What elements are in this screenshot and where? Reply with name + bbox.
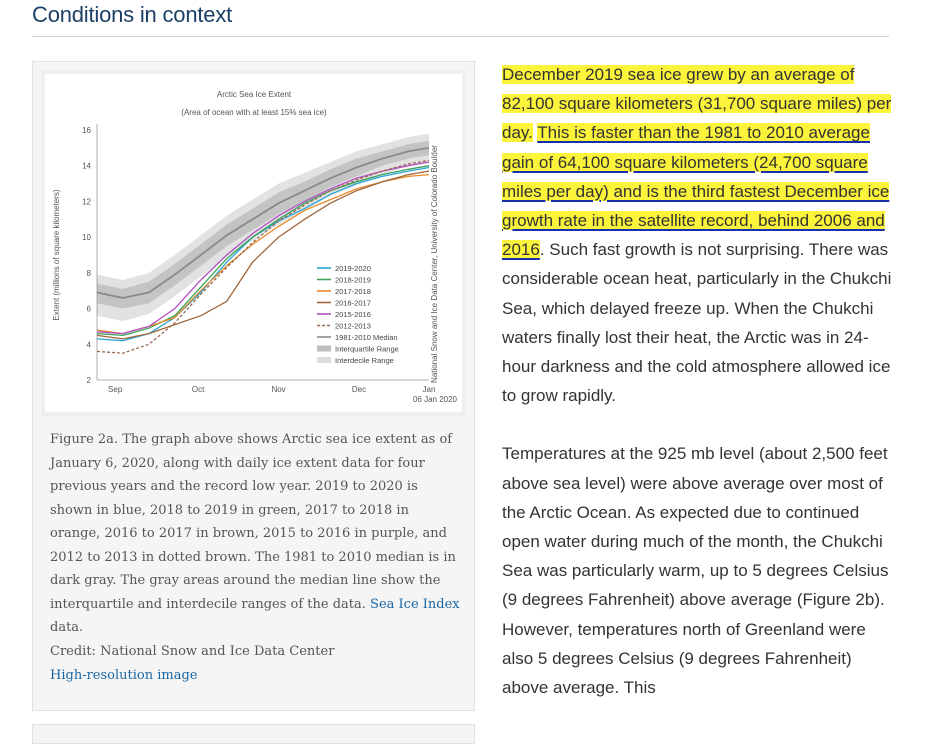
y-tick-label: 10 [82, 233, 91, 243]
x-tick-label: Sep [108, 385, 123, 394]
figure-card [32, 61, 475, 711]
legend-label: 2016-2017 [335, 298, 371, 308]
legend-label: 2019-2020 [335, 264, 371, 273]
sea-ice-extent-chart [45, 74, 462, 412]
paragraph-1 [502, 60, 894, 410]
legend-label: Interdecile Range [335, 356, 394, 365]
chart-title: Arctic Sea Ice Extent [216, 90, 292, 99]
chart-frame [41, 70, 466, 416]
watermark-text: National Snow and Ice Data Center, University of Colorado Boulder [430, 145, 439, 383]
y-tick-label: 14 [82, 161, 91, 171]
legend-label: 2012-2013 [335, 321, 371, 331]
y-tick-label: 4 [86, 340, 91, 350]
y-tick-label: 2 [86, 376, 91, 385]
legend-swatch [317, 357, 331, 363]
paragraph-2: Temperatures at the 925 mb level (about 2,500 feet above sea level) were above average over most of the Arctic Ocean. As expected due to continued open water during much of the month, the Chukchi Sea was particularly warm, up to 5 degrees Celsius (9 degrees Fahrenheit) above average (Figure 2b). However, temperatures north of Greenland were also 5 degrees Celsius (9 degrees Fahrenheit) above average. This [502, 444, 889, 698]
highlighted-sentence-2: This is faster than the 1981 to 2010 average gain of 64,100 square kilometers (24,700 square miles per day) and is the third fastest December ice growth rate in the satellite record, behind 2006 and 2016 [502, 123, 890, 260]
legend-label: 2015-2016 [335, 310, 371, 319]
legend-label: 2017-2018 [335, 287, 371, 296]
legend-label: 2018-2019 [335, 275, 371, 285]
y-tick-label: 16 [82, 126, 91, 135]
caption-suffix: data. [50, 620, 84, 635]
title-divider [32, 36, 889, 37]
x-tick-label: Oct [191, 385, 205, 394]
paragraph-1-rest: . Such fast growth is not surprising. There was considerable ocean heat, particularly in the Chukchi Sea, which delayed freeze up. When the Chukchi waters finally lost their heat, the Arctic was in 24-hour darkness and the cold atmosphere allowed ice to grow rapidly. [502, 240, 892, 406]
date-note: 06 Jan 2020 [412, 395, 458, 404]
x-tick-label: Dec [351, 385, 367, 394]
x-tick-label: Nov [271, 385, 286, 394]
highlighted-sentence-1: December 2019 sea ice grew by an average of 82,100 square kilometers (31,700 square miles) per day. [502, 65, 892, 143]
y-tick-label: 8 [86, 268, 91, 278]
credit-text: Credit: National Snow and Ice Data Center [50, 644, 335, 659]
figure-credit-block [50, 640, 462, 687]
chart-subtitle: (Area of ocean with at least 15% sea ice) [181, 108, 327, 117]
article-body [502, 60, 894, 702]
legend-label: 1981-2010 Median [335, 333, 398, 342]
legend-swatch [317, 346, 331, 352]
figure-caption [50, 428, 462, 640]
legend-label: Interquartile Range [335, 344, 399, 354]
x-tick-label: Jan [422, 385, 436, 394]
section-title: Conditions in context [32, 2, 233, 27]
y-tick-label: 12 [82, 197, 91, 207]
sea-ice-index-link[interactable]: Sea Ice Index [370, 596, 460, 612]
y-axis-label: Extent (millions of square kilometers) [52, 189, 61, 321]
caption-text: Figure 2a. The graph above shows Arctic sea ice extent as of January 6, 2020, along with daily ice extent data for four previous years and the record low year. 2019 to 2020 is shown in blue, 2018 to 2019 in green, 2017 to 2018 in orange, 2016 to 2017 in brown, 2015 to 2016 in purple, and 2012 to 2013 in dotted brown. The 1981 to 2010 median is in dark gray. The gray areas around the median line show the interquartile and interdecile ranges of the data. [50, 432, 456, 612]
next-figure-card [32, 724, 475, 744]
y-tick-label: 6 [86, 304, 91, 314]
high-resolution-image-link[interactable]: High-resolution image [50, 667, 198, 683]
